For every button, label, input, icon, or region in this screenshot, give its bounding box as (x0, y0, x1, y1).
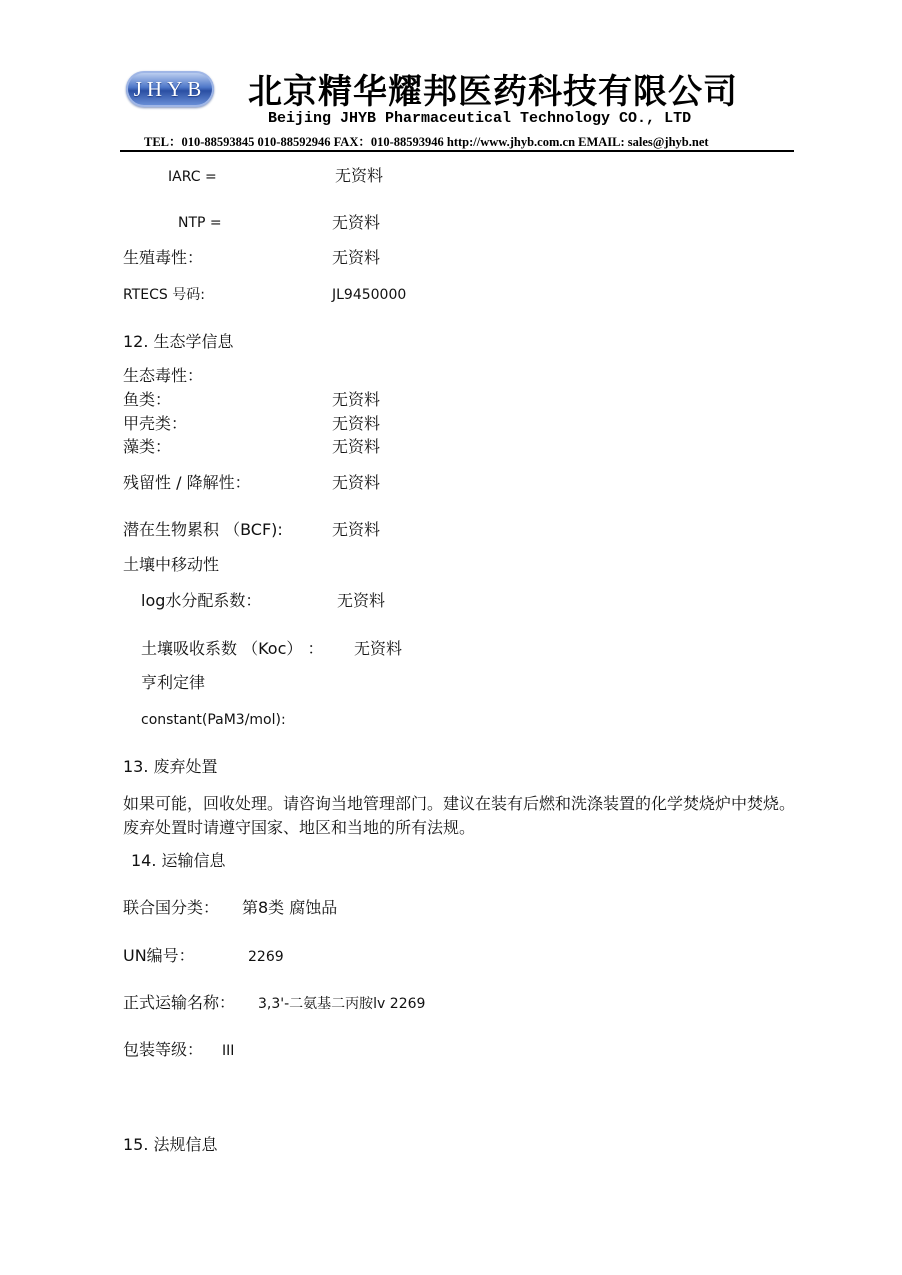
reproductive-toxicity-value: 无资料 (332, 248, 381, 267)
fish-label: 鱼类： (123, 390, 172, 409)
un-class-label: 联合国分类： (123, 898, 220, 917)
log-kow-label: log水分配系数： (141, 591, 262, 610)
ntp-value: 无资料 (332, 213, 381, 232)
logo-text: JHYB (133, 77, 207, 101)
rtecs-value: JL9450000 (332, 287, 407, 303)
contact-info: TEL：010-88593845 010-88592946 FAX：010-88593946 http://www.jhyb.com.cn EMAIL: sales@jhyb.net (144, 135, 709, 149)
bcf-label: 潜在生物累积 （BCF): (123, 520, 283, 539)
crustacean-label: 甲壳类： (123, 414, 188, 433)
ntp-label: NTP = (178, 215, 222, 231)
fish-value: 无资料 (332, 390, 381, 409)
shipping-name-label: 正式运输名称： (123, 993, 236, 1012)
henry-law-label: 亨利定律 (141, 673, 206, 692)
henry-constant-label: constant(PaM3/mol): (141, 712, 286, 728)
section-13-title: 13. 废弃处置 (123, 757, 218, 776)
disposal-text: 如果可能，回收处理。请咨询当地管理部门。建议在装有后燃和洗涤装置的化学焚烧炉中焚烧。废弃处置时请遵守国家、地区和当地的所有法规。 (123, 794, 796, 837)
un-number-value: 2269 (248, 949, 284, 965)
reproductive-toxicity-label: 生殖毒性： (123, 248, 204, 267)
packing-group-value: III (222, 1043, 235, 1059)
crustacean-value: 无资料 (332, 414, 381, 433)
persistence-label: 残留性 / 降解性： (123, 473, 251, 492)
section-15-title: 15. 法规信息 (123, 1135, 218, 1154)
algae-value: 无资料 (332, 437, 381, 456)
bcf-value: 无资料 (332, 520, 381, 539)
rtecs-label: RTECS 号码: (123, 287, 205, 303)
un-class-value: 第8类 腐蚀品 (242, 898, 338, 917)
company-name-en: Beijing JHYB Pharmaceutical Technology CO., LTD (268, 110, 692, 127)
algae-label: 藻类： (123, 437, 172, 456)
koc-label: 土壤吸收系数 （Koc） ： (141, 639, 324, 658)
ecotoxicity-label: 生态毒性： (123, 366, 204, 385)
company-name-cn: 北京精华耀邦医药科技有限公司 (248, 72, 738, 112)
iarc-value: 无资料 (335, 166, 384, 185)
persistence-value: 无资料 (332, 473, 381, 492)
soil-mobility-label: 土壤中移动性 (123, 555, 220, 574)
koc-value: 无资料 (354, 639, 403, 658)
section-12-title: 12. 生态学信息 (123, 332, 234, 351)
company-logo (126, 71, 214, 107)
shipping-name-value: 3,3'-二氨基二丙胺lv 2269 (258, 996, 426, 1012)
un-number-label: UN编号： (123, 946, 195, 965)
log-kow-value: 无资料 (337, 591, 386, 610)
packing-group-label: 包装等级： (123, 1040, 204, 1059)
section-14-title: 14. 运输信息 (131, 851, 226, 870)
header-divider (120, 150, 794, 152)
iarc-label: IARC = (168, 169, 217, 185)
